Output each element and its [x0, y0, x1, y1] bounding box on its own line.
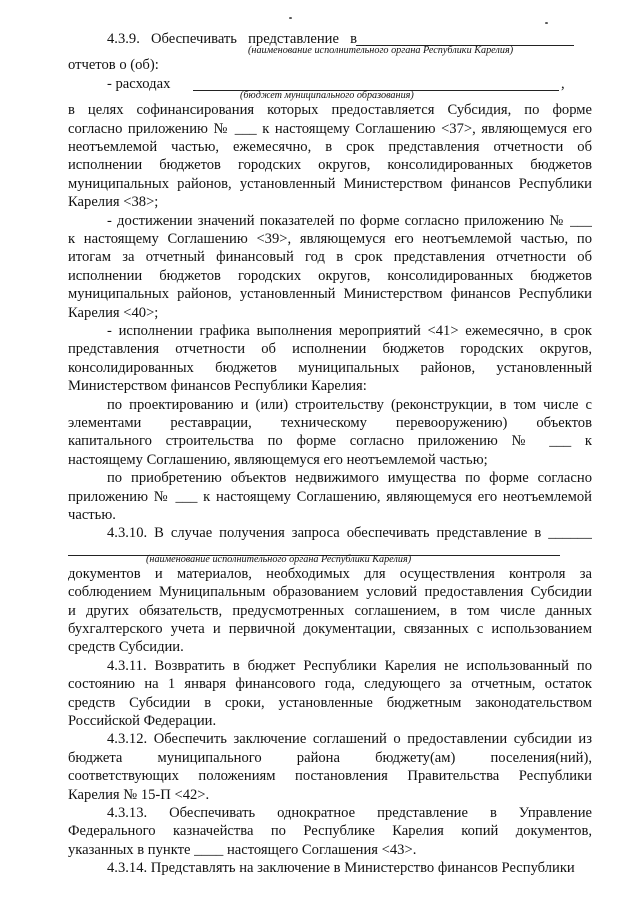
text-line: соблюдением Муниципальным образованием условий предоставления Субсидии	[68, 584, 592, 601]
caption-c3: (наименование исполнительного органа Республики Карелия)	[146, 553, 412, 565]
text-line: документов и материалов, необходимых для осуществления контроля за	[68, 565, 592, 582]
text-line: отчетов о (об):	[68, 57, 159, 74]
caption-c2: (бюджет муниципального образования)	[240, 90, 414, 102]
text-line: муниципальных районов, установленный Министерством финансов Республики	[68, 286, 592, 303]
text-line: капитального строительства по форме согласно приложению № ___ к	[68, 433, 592, 450]
text-line: Карелия № 15-П <42>.	[68, 786, 210, 803]
text-line: к настоящему Соглашению <39>, являющемуся его неотъемлемой частью, по	[68, 231, 592, 247]
text-line: Карелия <40>;	[68, 304, 159, 321]
text-line: представления отчетности об исполнении бюджетов городских округов,	[68, 341, 592, 358]
text-line: средств Субсидии в сроки, установленные бюджетным законодательством	[68, 694, 592, 711]
paragraph-4-3-9-heading: 4.3.9. Обеспечивать представление в	[107, 31, 357, 47]
text-line: Федерального казначейства по Республике Карелия копий документов,	[68, 823, 592, 840]
text-line: состоянию на 1 января финансового года, следующего за отчетным, остаток	[68, 676, 592, 693]
text-line: - достижении значений показателей по форме согласно приложению № ___	[107, 212, 592, 229]
text-line: указанных в пункте ____ настоящего Соглашения <43>.	[68, 841, 417, 858]
text-line: в целях софинансирования которых предоставляется Субсидия, по форме	[68, 102, 592, 119]
scan-speck	[545, 22, 548, 24]
text-line: частью.	[68, 507, 116, 523]
text-line: муниципальных районов, установленный Министерством финансов Республики	[68, 175, 592, 192]
text-line: Министерством финансов Республики Карелия:	[68, 378, 367, 395]
expenses-item-comma: ,	[561, 75, 565, 92]
text-line: консолидированных бюджетов муниципальных районов, установленный	[68, 359, 592, 376]
text-line: элементами реставрации, техническому перевооружению) объектов	[68, 415, 592, 431]
text-line: Карелия <38>;	[68, 194, 159, 211]
text-line: 4.3.11. Возвратить в бюджет Республики Карелия не использованный по	[107, 657, 592, 674]
text-line: соответствующих положениям постановления Правительства Республики	[68, 768, 592, 785]
text-line: согласно приложению № ___ к настоящему Соглашению <37>, являющемуся его	[68, 120, 592, 137]
text-line: неотъемлемой частью, ежемесячно, в срок представления отчетности об	[68, 139, 592, 155]
text-line: - исполнении графика выполнения мероприятий <41> ежемесячно, в срок	[107, 323, 592, 339]
text-line: Российской Федерации.	[68, 713, 217, 729]
text-line: бухгалтерского учета и первичной документации, связанных с использованием	[68, 621, 592, 637]
text-line: приложению № ___ к настоящему Соглашению, являющемуся его неотъемлемой	[68, 488, 592, 505]
expenses-item-label: - расходах	[107, 75, 171, 92]
text-line: 4.3.13. Обеспечивать однократное представление в Управление	[107, 805, 592, 821]
scan-speck	[289, 17, 292, 19]
text-line: настоящему Соглашению, являющемуся его неотъемлемой частью;	[68, 451, 488, 468]
text-line: средств Субсидии.	[68, 639, 184, 656]
text-line: по проектированию и (или) строительству (реконструкции, в том числе с	[107, 396, 592, 413]
text-line: 4.3.10. В случае получения запроса обеспечивать представление в ______	[107, 525, 592, 542]
text-line: по приобретению объектов недвижимого имущества по форме согласно	[107, 470, 592, 487]
text-line: исполнении бюджетов городских округов, консолидированных бюджетов	[68, 267, 592, 284]
text-line: бюджета муниципального района бюджету(ам) поселения(ний),	[68, 749, 592, 766]
text-line: исполнении бюджетов городских округов, консолидированных бюджетов	[68, 157, 592, 174]
text-line: 4.3.14. Представлять на заключение в Министерство финансов Республики	[107, 860, 575, 877]
caption-c1: (наименование исполнительного органа Республики Карелия)	[248, 45, 514, 57]
text-line: итогам за отчетный финансовый год в срок представления отчетности об	[68, 249, 592, 266]
text-line: и других обязательств, предусмотренных соглашением, в том числе данных	[68, 602, 592, 619]
text-line: 4.3.12. Обеспечить заключение соглашений о предоставлении субсидии из	[107, 731, 592, 748]
